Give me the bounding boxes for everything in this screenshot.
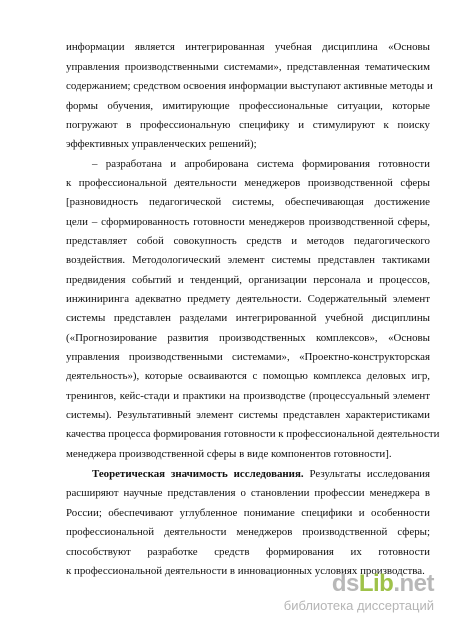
bold-lead: Теоретическая значимость исследования.: [92, 468, 304, 480]
text-line: профессиональной деятельности менеджеров производственной сферы;: [66, 526, 430, 538]
text-line: – разработана и апробирована система формирования готовности: [92, 158, 430, 170]
text-line: эффективных управленческих решений);: [66, 138, 257, 150]
text-line: погружают в профессиональную специфику и стимулируют к поиску: [66, 119, 430, 131]
text-line: представляет собой совокупность средств и методов педагогического: [66, 235, 430, 247]
text-line: России; обеспечивают углубленное понимание специфики и особенности: [66, 507, 430, 519]
text-run: Результаты исследования: [309, 468, 430, 480]
text-line: формы обучения, имитирующие профессиональные ситуации, которые: [66, 100, 430, 112]
text-line: способствуют разработке средств формирования их готовности: [66, 546, 430, 558]
text-line: к профессиональной деятельности менеджеров производственной сферы: [66, 177, 430, 189]
text-line: информации является интегрированная учебная дисциплина «Основы: [66, 41, 430, 53]
text-line: расширяют научные представления о становлении профессии менеджера в: [66, 487, 430, 499]
watermark-caption: библиотека диссертаций: [283, 598, 434, 613]
logo-dot: .: [393, 570, 400, 597]
text-line: системы). Результативный элемент системы представлен характеристиками: [66, 409, 430, 421]
logo-ds: ds: [331, 570, 359, 597]
logo-lib: Lib: [358, 570, 394, 597]
text-line: качества процесса формирования готовности к профессиональной деятельности: [66, 428, 440, 440]
text-line: управления производственными системами», «Проектно-конструкторская: [66, 351, 430, 363]
watermark: [283, 570, 438, 617]
dslib-logo: [332, 571, 434, 597]
text-line: инжиниринга адекватно предмету деятельности. Содержательный элемент: [66, 293, 430, 305]
text-line: содержанием; средством освоения информации выступают активные методы и: [66, 80, 433, 92]
text-line: воздействия. Методологический элемент системы представлен тактиками: [66, 254, 430, 266]
text-line: системы представлен разделами интегрированной учебной дисциплины: [66, 312, 430, 324]
text-line: предвидения событий и тенденций, организации персонала и процессов,: [66, 274, 430, 286]
text-line: к профессиональной деятельности в инновационных условиях производства.: [66, 565, 425, 577]
text-line: менеджера производственной сферы в виде компонентов готовности].: [66, 448, 392, 460]
text-line: («Прогнозирование развития производственных комплексов», «Основы: [66, 332, 430, 344]
text-line: деятельность»), которые осваиваются с помощью комплекса деловых игр,: [66, 370, 430, 382]
text-line: [разновидность педагогической системы, обеспечивающая достижение: [66, 196, 430, 208]
logo-net: net: [399, 570, 434, 597]
text-line: цели – сформированность готовности менеджеров производственной сферы,: [66, 216, 430, 228]
text-line: [92, 468, 430, 481]
text-line: тренингов, кейс-стади и практики на производстве (процессуальный элемент: [66, 390, 430, 402]
text-line: управления производственными системами», представленная тематическим: [66, 61, 430, 73]
